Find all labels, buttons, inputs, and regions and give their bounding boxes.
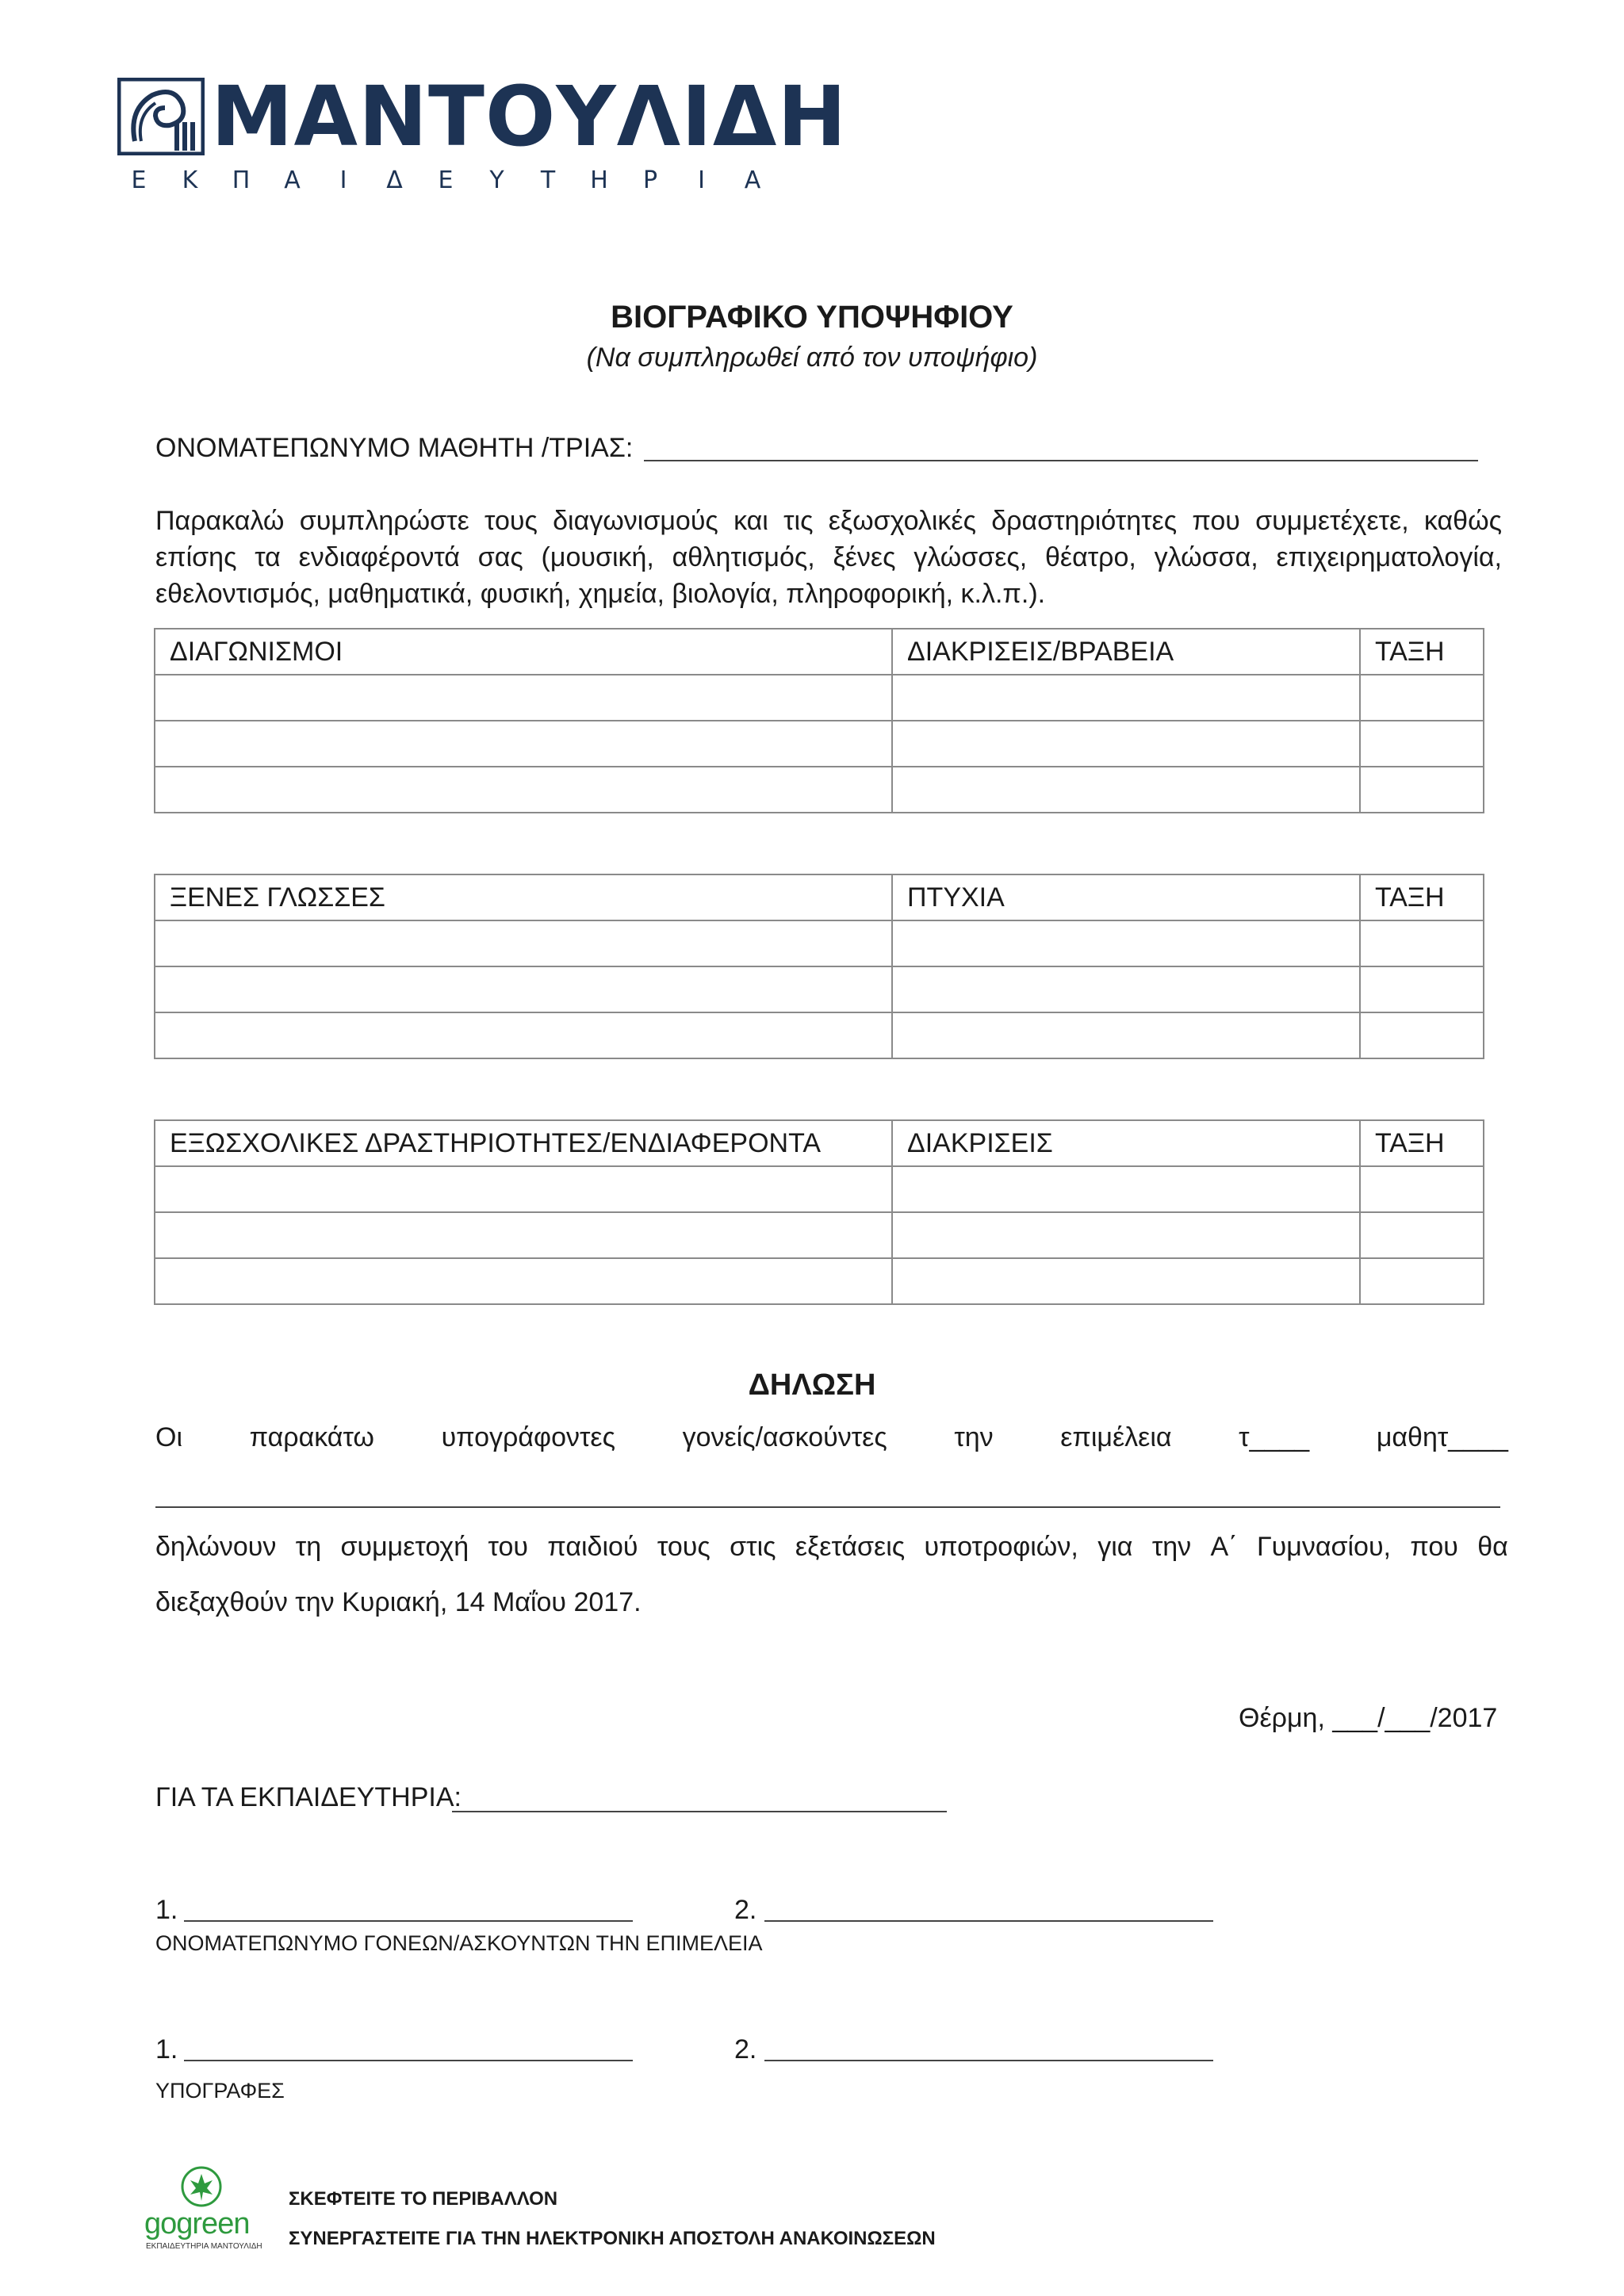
footer-line-1: ΣΚΕΦΤΕΙΤΕ ΤΟ ΠΕΡΙΒΑΛΛΟΝ bbox=[289, 2188, 558, 2210]
school-signature-label: ΓΙΑ ΤΑ ΕΚΠΑΙΔΕΥΤΗΡΙΑ: bbox=[155, 1782, 462, 1812]
table-cell[interactable] bbox=[1360, 1012, 1484, 1058]
table-cell[interactable] bbox=[1360, 1258, 1484, 1304]
table-cell[interactable] bbox=[1360, 767, 1484, 813]
table-cell[interactable] bbox=[892, 1258, 1360, 1304]
leaf-icon bbox=[181, 2166, 222, 2207]
table-cell[interactable] bbox=[155, 1212, 892, 1258]
competitions-table bbox=[154, 628, 1484, 813]
table-header-row bbox=[155, 874, 1484, 920]
table-cell[interactable] bbox=[1360, 1166, 1484, 1212]
table-cell[interactable] bbox=[155, 920, 892, 966]
table-header-cell: ΔΙΑΓΩΝΙΣΜΟΙ bbox=[155, 629, 892, 675]
activities-table bbox=[154, 1119, 1484, 1305]
signature-2-number: 2. bbox=[734, 2034, 757, 2064]
parent-1-number: 1. bbox=[155, 1895, 178, 1925]
table-cell[interactable] bbox=[155, 1166, 892, 1212]
parent-2-name-field[interactable] bbox=[764, 1920, 1213, 1922]
signatures-label: ΥΠΟΓΡΑΦΕΣ bbox=[155, 2079, 285, 2103]
table-cell[interactable] bbox=[892, 1166, 1360, 1212]
table-row bbox=[155, 966, 1484, 1012]
declaration-line-1: Οι παρακάτω υπογράφοντες γονείς/ασκούντες την επιμέλεια τ____ μαθητ____ bbox=[155, 1422, 1508, 1452]
table-row bbox=[155, 1212, 1484, 1258]
table-header-cell: ΕΞΩΣΧΟΛΙΚΕΣ ΔΡΑΣΤΗΡΙΟΤΗΤΕΣ/ΕΝΔΙΑΦΕΡΟΝΤΑ bbox=[155, 1120, 892, 1166]
logo-spiral-column-icon bbox=[117, 78, 205, 155]
table-cell[interactable] bbox=[155, 1258, 892, 1304]
table-header-cell: ΔΙΑΚΡΙΣΕΙΣ/ΒΡΑΒΕΙΑ bbox=[892, 629, 1360, 675]
table-cell[interactable] bbox=[1360, 1212, 1484, 1258]
table-cell[interactable] bbox=[892, 1012, 1360, 1058]
brand-name: ΜΑΝΤΟΥΛΙΔΗ bbox=[211, 68, 848, 165]
table-cell[interactable] bbox=[155, 767, 892, 813]
gogreen-subtext: ΕΚΠΑΙΔΕΥΤΗΡΙΑ ΜΑΝΤΟΥΛΙΔΗ bbox=[146, 2242, 262, 2251]
signature-1-number: 1. bbox=[155, 2034, 178, 2064]
parent-1-name-field[interactable] bbox=[184, 1920, 633, 1922]
parent-2-number: 2. bbox=[734, 1895, 757, 1925]
school-logo bbox=[117, 68, 848, 197]
table-row bbox=[155, 920, 1484, 966]
table-cell[interactable] bbox=[1360, 920, 1484, 966]
table-row bbox=[155, 721, 1484, 767]
table-cell[interactable] bbox=[155, 966, 892, 1012]
signature-1-field[interactable] bbox=[184, 2060, 633, 2061]
table-header-cell: ΔΙΑΚΡΙΣΕΙΣ bbox=[892, 1120, 1360, 1166]
date-line: Θέρμη, ___/___/2017 bbox=[1239, 1703, 1498, 1733]
table-cell[interactable] bbox=[892, 767, 1360, 813]
student-name-label: ΟΝΟΜΑΤΕΠΩΝΥΜΟ ΜΑΘΗΤΗ /ΤΡΙΑΣ: bbox=[155, 433, 634, 463]
signature-2-field[interactable] bbox=[764, 2060, 1213, 2061]
declaration-line-2: δηλώνουν τη συμμετοχή του παιδιού τους στις εξετάσεις υποτροφιών, για την Α΄ Γυμνασίου, που θα bbox=[155, 1532, 1508, 1562]
footer-line-2: ΣΥΝΕΡΓΑΣΤΕΙΤΕ ΓΙΑ ΤΗΝ ΗΛΕΚΤΡΟΝΙΚΗ ΑΠΟΣΤΟΛΗ ΑΝΑΚΟΙΝΩΣΕΩΝ bbox=[289, 2228, 936, 2249]
table-header-row bbox=[155, 1120, 1484, 1166]
table-header-cell: ΤΑΞΗ bbox=[1360, 874, 1484, 920]
brand-tagline: Ε Κ Π Α Ι Δ Ε Υ Τ Η Ρ Ι Α bbox=[131, 166, 761, 194]
student-name-field[interactable] bbox=[644, 460, 1478, 461]
table-row bbox=[155, 1258, 1484, 1304]
table-header-cell: ΠΤΥΧΙΑ bbox=[892, 874, 1360, 920]
table-header-cell: ΞΕΝΕΣ ΓΛΩΣΣΕΣ bbox=[155, 874, 892, 920]
table-row bbox=[155, 1166, 1484, 1212]
table-cell[interactable] bbox=[892, 920, 1360, 966]
gogreen-wordmark: gogreen bbox=[144, 2207, 250, 2241]
gogreen-logo bbox=[144, 2166, 263, 2253]
instructions-paragraph: Παρακαλώ συμπληρώστε τους διαγωνισμούς και τις εξωσχολικές δραστηριότητες που συμμετέχετε, καθώς επίσης τα ενδιαφέροντά σας (μουσική, αθλητισμός, ξένες γλώσσες, θέατρο, γλώσσα, επιχειρηματολογία, εθελοντισμός, μαθηματικά, φυσική, χημεία, βιολογία, πληροφορική, κ.λ.π.). bbox=[155, 506, 1502, 609]
table-cell[interactable] bbox=[1360, 675, 1484, 721]
table-cell[interactable] bbox=[892, 966, 1360, 1012]
table-cell[interactable] bbox=[892, 1212, 1360, 1258]
languages-table bbox=[154, 874, 1484, 1059]
table-cell[interactable] bbox=[1360, 966, 1484, 1012]
table-header-cell: ΤΑΞΗ bbox=[1360, 1120, 1484, 1166]
declaration-line-3: διεξαχθούν την Κυριακή, 14 Μαΐου 2017. bbox=[155, 1587, 642, 1617]
table-row bbox=[155, 675, 1484, 721]
table-cell[interactable] bbox=[892, 721, 1360, 767]
table-cell[interactable] bbox=[892, 675, 1360, 721]
table-cell[interactable] bbox=[155, 675, 892, 721]
document-subtitle: (Να συμπληρωθεί από τον υποψήφιο) bbox=[586, 342, 1038, 373]
child-name-field[interactable] bbox=[155, 1506, 1500, 1508]
table-cell[interactable] bbox=[1360, 721, 1484, 767]
table-header-cell: ΤΑΞΗ bbox=[1360, 629, 1484, 675]
document-title: ΒΙΟΓΡΑΦΙΚΟ ΥΠΟΨΗΦΙΟΥ bbox=[611, 300, 1013, 335]
table-row bbox=[155, 1012, 1484, 1058]
table-cell[interactable] bbox=[155, 721, 892, 767]
table-header-row bbox=[155, 629, 1484, 675]
school-signature-field[interactable] bbox=[452, 1811, 947, 1812]
parents-names-label: ΟΝΟΜΑΤΕΠΩΝΥΜΟ ΓΟΝΕΩΝ/ΑΣΚΟΥΝΤΩΝ ΤΗΝ ΕΠΙΜΕΛΕΙΑ bbox=[155, 1931, 763, 1955]
declaration-title: ΔΗΛΩΣΗ bbox=[748, 1368, 876, 1402]
table-row bbox=[155, 767, 1484, 813]
table-cell[interactable] bbox=[155, 1012, 892, 1058]
